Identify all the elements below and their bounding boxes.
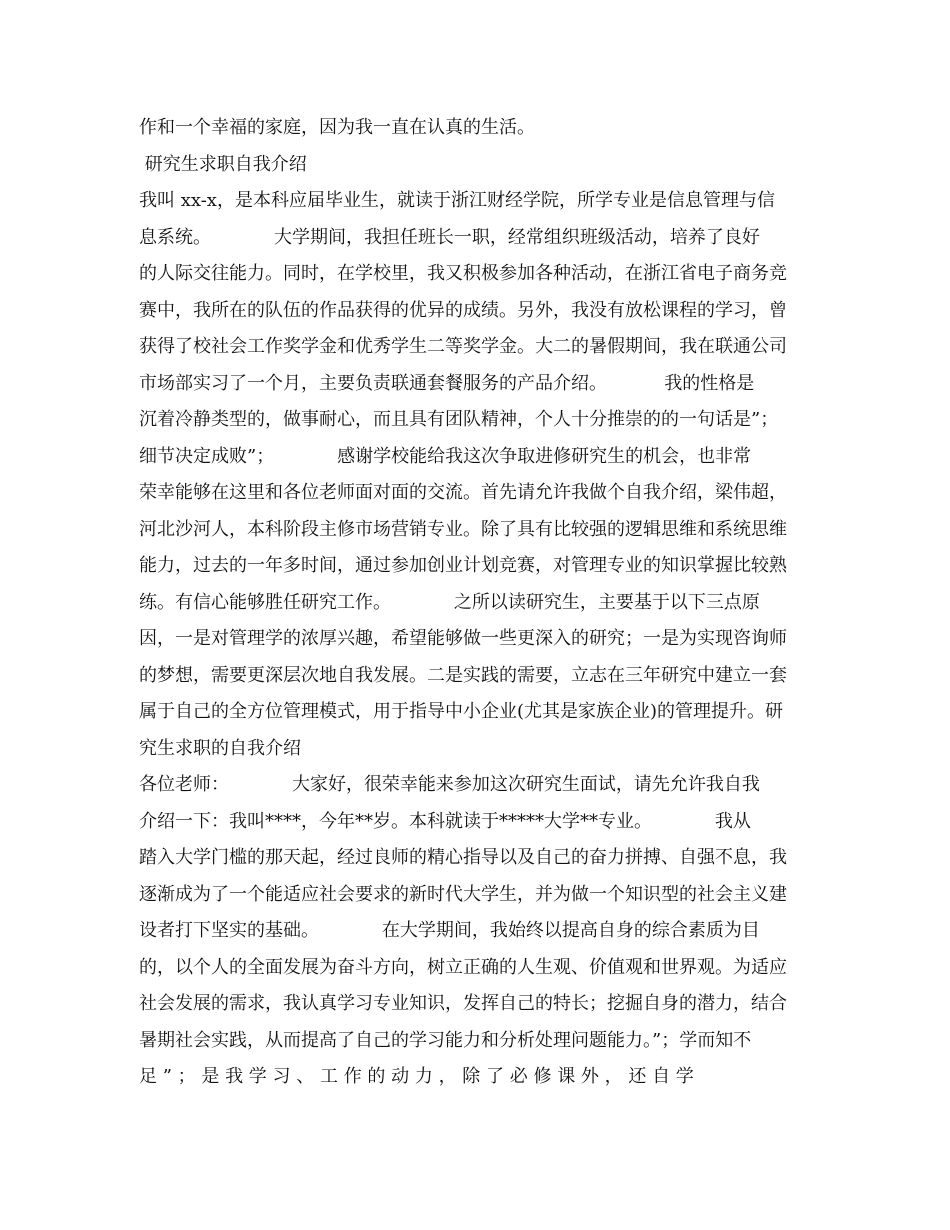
text-line: 属于自己的全方位管理模式，用于指导中小企业(尤其是家族企业)的管理提升。研 <box>139 701 784 722</box>
text-line: 暑期社会实践，从而提高了自己的学习能力和分析处理问题能力。”；学而知不 <box>139 1029 752 1051</box>
text-line: 获得了校社会工作奖学金和优秀学生二等奖学金。大二的暑假期间，我在联通公司 <box>139 336 787 357</box>
text-line: 逐渐成为了一个能适应社会要求的新时代大学生，并为做一个知识型的社会主义建 <box>139 883 787 905</box>
text-line: 的人际交往能力。同时，在学校里，我又积极参加各种活动，在浙江省电子商务竞 <box>139 263 787 284</box>
text-line: 踏入大学门槛的那天起，经过良师的精心指导以及自己的奋力拼搏、自强不息，我 <box>139 847 787 868</box>
body-text <box>139 110 811 1096</box>
text-line: 赛中，我所在的队伍的作品获得的优异的成绩。另外，我没有放松课程的学习，曾 <box>139 299 787 321</box>
text-line: 社会发展的需求，我认真学习专业知识，发挥自己的特长；挖掘自身的潜力，结合 <box>139 993 787 1014</box>
text-line-spaced: 足 ” ； 是 我 学 习 、 工 作 的 动 力 ， 除 了 必 修 课 外 ， 还 自 学 <box>139 1066 694 1087</box>
text-line: 介绍一下：我叫****，今年**岁。本科就读于*****大学**专业。 我从 <box>139 810 751 832</box>
text-line: 能力，过去的一年多时间，通过参加创业计划竞赛，对管理专业的知识掌握比较熟 <box>139 555 787 576</box>
text-line: 市场部实习了一个月，主要负责联通套餐服务的产品介绍。 我的性格是 <box>139 372 755 394</box>
text-line: 作和一个幸福的家庭，因为我一直在认真的生活。 <box>139 117 535 138</box>
text-line: 究生求职的自我介绍 <box>139 737 301 759</box>
text-line: 的梦想，需要更深层次地自我发展。二是实践的需要，立志在三年研究中建立一套 <box>139 664 787 686</box>
text-line: 的，以个人的全面发展为奋斗方向，树立正确的人生观、价值观和世界观。为适应 <box>139 956 787 978</box>
text-line: 细节决定成败”； 感谢学校能给我这次争取进修研究生的机会，也非常 <box>139 445 752 467</box>
text-line: 我叫 xx-x，是本科应届毕业生，就读于浙江财经学院，所学专业是信息管理与信 <box>139 190 775 211</box>
text-line: 各位老师： 大家好，很荣幸能来参加这次研究生面试，请先允许我自我 <box>139 774 760 795</box>
text-line: 沉着冷静类型的，做事耐心，而且具有团队精神，个人十分推崇的的一句话是”； <box>139 409 779 430</box>
text-line: 荣幸能够在这里和各位老师面对面的交流。首先请允许我做个自我介绍，梁伟超， <box>139 482 787 503</box>
text-line: 设者打下坚实的基础。 在大学期间，我始终以提高自身的综合素质为目 <box>139 920 760 941</box>
text-line: 练。有信心能够胜任研究工作。 之所以读研究生，主要基于以下三点原 <box>139 591 760 613</box>
section-heading: 研究生求职自我介绍 <box>139 153 307 175</box>
text-line: 息系统。 大学期间，我担任班长一职，经常组织班级活动，培养了良好 <box>139 226 760 248</box>
text-line: 因，一是对管理学的浓厚兴趣，希望能够做一些更深入的研究；一是为实现咨询师 <box>139 628 787 649</box>
text-line: 河北沙河人，本科阶段主修市场营销专业。除了具有比较强的逻辑思维和系统思维 <box>139 518 787 540</box>
